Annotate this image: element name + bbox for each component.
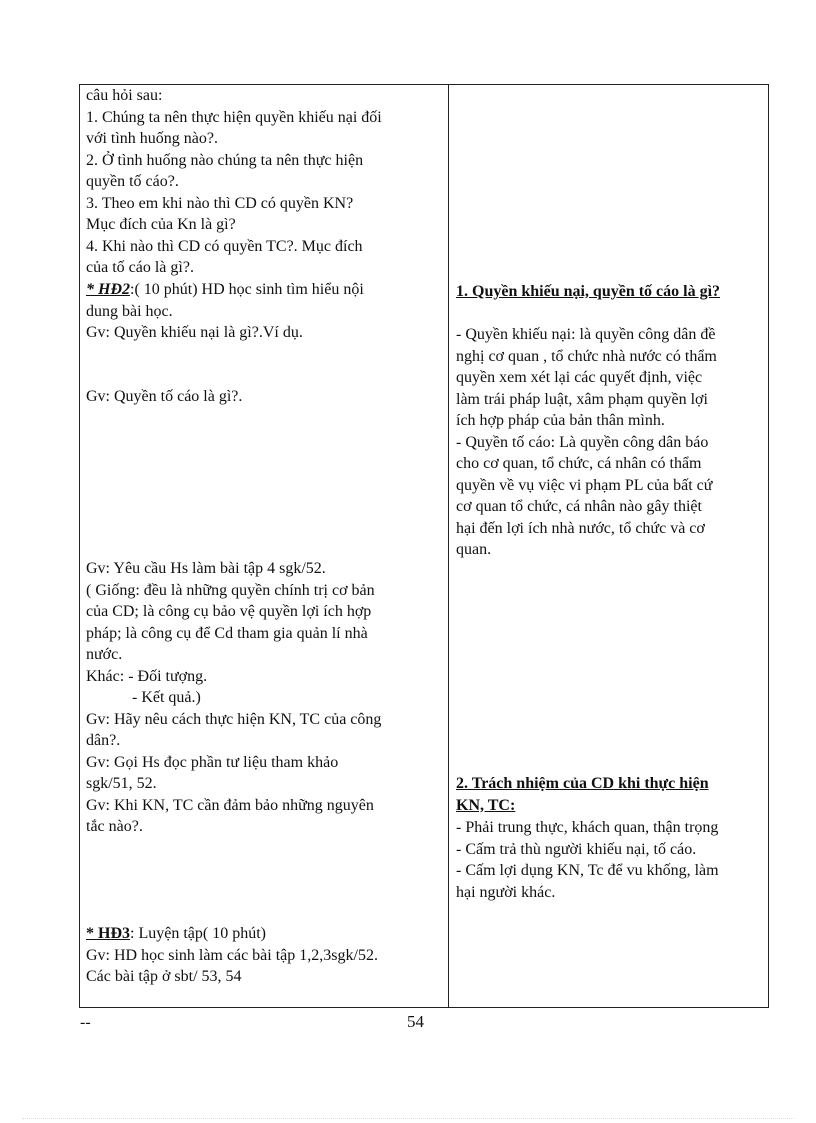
text-line: hại người khác.: [456, 883, 556, 901]
text-line: - Cấm lợi dụng KN, Tc để vu khống, làm: [456, 862, 719, 879]
text-line: ( Giống: đều là những quyền chính trị cơ bản: [86, 581, 375, 599]
text-line: - Kết quả.): [132, 689, 201, 706]
text-line: với tình huống nào?.: [86, 130, 218, 147]
text-line: cơ quan tổ chức, cá nhân nào gây thiệt: [456, 498, 702, 515]
heading-text: 1. Quyền khiếu nại, quyền tố cáo là gì?: [456, 283, 721, 300]
text-line: Gv: Gọi Hs đọc phần tư liệu tham khảo: [86, 753, 339, 771]
text-line: Gv: Yêu cầu Hs làm bài tập 4 sgk/52.: [86, 560, 326, 577]
text-line: Mục đích của Kn là gì?: [86, 216, 236, 233]
text-line: hại đến lợi ích nhà nước, tổ chức và cơ: [456, 519, 705, 537]
text-line: - Quyền tố cáo: Là quyền công dân báo: [456, 433, 709, 451]
content-column: [456, 85, 774, 1007]
text-line: của CD; là công cụ bảo vệ quyền lợi ích hợp: [86, 603, 372, 620]
question-complaint: Gv: Quyền khiếu nại là gì?.Ví dụ.: [86, 324, 303, 341]
text-line: nghị cơ quan , tổ chức nhà nước có thẩm: [456, 347, 717, 365]
text-line: Gv: Hãy nêu cách thực hiện KN, TC của công: [86, 710, 382, 728]
activity-2-title: :( 10 phút) HD học sinh tìm hiểu nội: [130, 281, 364, 298]
text-line: sgk/51, 52.: [86, 775, 157, 792]
text-line: - Cấm trả thù người khiếu nại, tố cáo.: [456, 840, 697, 858]
text-line: dung bài học.: [86, 302, 173, 320]
page-bottom-rule: [22, 1118, 794, 1119]
text-line: câu hỏi sau:: [86, 87, 163, 104]
text-line: ích hợp pháp của bản thân mình.: [456, 412, 665, 429]
question-denunciation: [86, 386, 444, 408]
text-line: Gv: Quyền tố cáo là gì?.: [86, 388, 243, 405]
activity-2-label: * HĐ2: [86, 281, 130, 298]
activity-2-heading: [86, 279, 444, 301]
activity-3-block: [86, 923, 444, 988]
text-line: Gv: HD học sinh làm các bài tập 1,2,3sgk/52.: [86, 946, 378, 964]
text-line: Các bài tập ở sbt/ 53, 54: [86, 968, 242, 985]
column-divider: [448, 85, 449, 1007]
text-line: 4. Khi nào thì CD có quyền TC?. Mục đích: [86, 237, 363, 255]
activity-3-label: * HĐ3: [86, 925, 130, 942]
text-line: quan.: [456, 541, 492, 558]
text-line: quyền tố cáo?.: [86, 173, 179, 190]
text-line: của tố cáo là gì?.: [86, 259, 194, 276]
page-number: 54: [407, 1012, 424, 1031]
text-line: quyền xem xét lại các quyết định, việc: [456, 369, 703, 386]
text-line: nước.: [86, 646, 123, 663]
text-line: pháp; là công cụ để Cd tham gia quản lí nhà: [86, 624, 368, 642]
section-1-body: [456, 324, 774, 561]
text-line: làm trái pháp luật, xâm phạm quyền lợi: [456, 390, 708, 408]
exercise-block: [86, 558, 444, 838]
section-2-body: [456, 817, 774, 903]
heading-text: KN, TC:: [456, 796, 516, 814]
activity-3-heading: [86, 923, 444, 945]
text-line: dân?.: [86, 732, 121, 749]
text-line: 3. Theo em khi nào thì CD có quyền KN?: [86, 194, 354, 212]
text-line: 2. Ở tình huống nào chúng ta nên thực hiện: [86, 151, 364, 169]
text-line: Gv: Khi KN, TC cần đảm bảo những nguyên: [86, 796, 374, 814]
text-line: - Quyền khiếu nại: là quyền công dân đề: [456, 326, 716, 343]
text-line: quyền về vụ việc vi phạm PL của bất cứ: [456, 476, 713, 494]
text-line: - Phải trung thực, khách quan, thận trọng: [456, 819, 719, 836]
heading-text: 2. Trách nhiệm của CD khi thực hiện: [456, 775, 709, 792]
text-line: 1. Chúng ta nên thực hiện quyền khiếu nại đối: [86, 108, 382, 126]
section-1-heading: [456, 281, 774, 303]
activity-3-title: : Luyện tập( 10 phút): [130, 925, 266, 942]
activity-2-block: [86, 279, 444, 344]
section-2-heading: [456, 773, 774, 816]
text-line: tắc nào?.: [86, 818, 143, 835]
text-line: Khác: - Đối tượng.: [86, 667, 208, 685]
text-line: cho cơ quan, tổ chức, cá nhân có thẩm: [456, 455, 702, 472]
question-list: [86, 85, 444, 279]
lesson-table: [79, 84, 769, 1008]
footer-mark: --: [80, 1014, 91, 1031]
